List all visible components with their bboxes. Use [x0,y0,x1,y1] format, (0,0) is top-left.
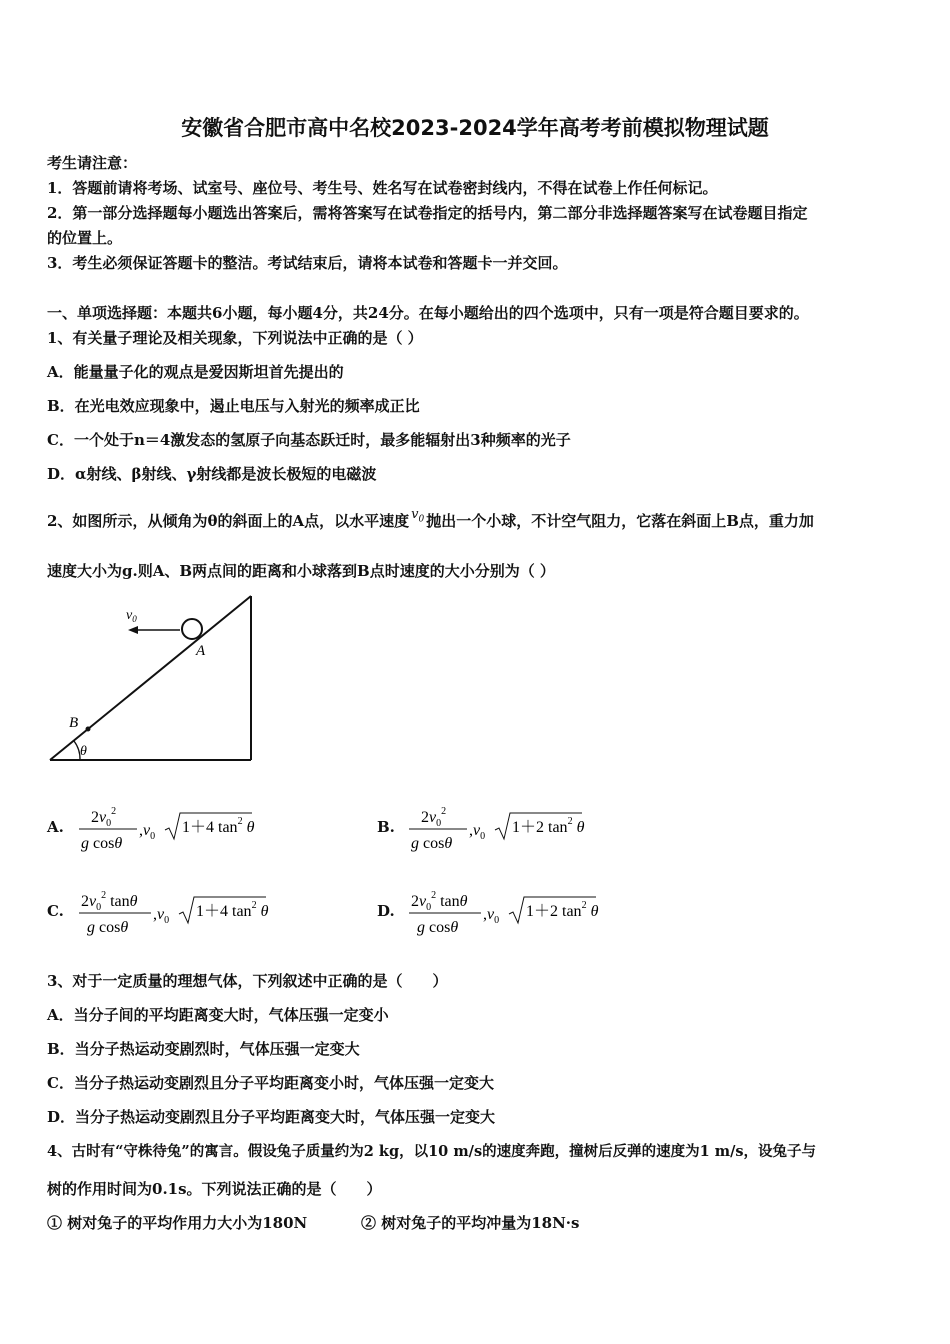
notice-item: 2．第一部分选择题每小题选出答案后，需将答案写在试卷指定的括号内，第二部分非选择题答案写在试卷题目指定 [47,204,808,222]
statement-1: ① 树对兔子的平均作用力大小为180N [47,1214,308,1232]
question-stem: 树的作用时间为0.1s。下列说法正确的是（ ） [47,1180,382,1198]
v0-symbol: $v_0$ [411,507,425,525]
option-c: C．当分子热运动变剧烈且分子平均距离变小时，气体压强一定变大 [47,1074,494,1092]
question-stem: 4、古时有“守株待兔”的寓言。假设兔子质量约为2 kg，以10 m/s的速度奔跑，撞树后反弹的速度为1 m/s，设兔子与 [47,1143,817,1160]
option-c: C．一个处于n＝4激发态的氢原子向基态跃迁时，最多能辐射出3种频率的光子 [47,431,571,449]
svg-text:,v0: $,v_0$ [139,822,156,842]
option-d: D．α射线、β射线、γ射线都是波长极短的电磁波 [47,465,377,483]
svg-text:1＋4 tan2 θ: 1＋4 $\tan^2 \theta$ [196,900,269,920]
option-label: C. [47,902,64,920]
svg-text:2v02 tanθ: $2v_0^2$ tanθ [81,890,138,913]
label-theta: θ [80,744,87,759]
stem-part: 抛出一个小球，不计空气阻力，它落在斜面上B点，重力加 [426,512,814,530]
option-b: B．当分子热运动变剧烈时，气体压强一定变大 [47,1040,360,1058]
section-heading: 一、单项选择题：本题共6小题，每小题4分，共24分。在每小题给出的四个选项中，只有一项是符合题目要求的。 [47,304,809,322]
svg-text:1＋2 tan2 θ: 1＋2 $\tan^2 \theta$ [512,816,585,836]
svg-text:g cosθ: g cosθ [411,835,453,852]
svg-text:,v0: $,v_0$ [483,906,500,926]
question-stem: 3、对于一定质量的理想气体，下列叙述中正确的是（ ） [47,972,448,990]
label-a: A [196,643,206,659]
option-d: D．当分子热运动变剧烈且分子平均距离变大时，气体压强一定变大 [47,1108,496,1126]
svg-text:1＋2 tan2 θ: 1＋2 $\tan^2 \theta$ [526,900,599,920]
statement-2: ② 树对兔子的平均冲量为18N·s [361,1214,580,1232]
question-stem: 1、有关量子理论及相关现象，下列说法中正确的是（ ） [47,329,423,347]
svg-text:,v0: $,v_0$ [469,822,486,842]
incline-figure [46,592,258,767]
label-b: B [69,715,79,731]
notice-item: 1．答题前请将考场、试室号、座位号、考生号、姓名写在试卷密封线内，不得在试卷上作任何标记。 [47,179,718,197]
option-label: A. [47,818,64,836]
svg-text:2v02: $2v_0^2$ [91,806,117,829]
notice-item: 3．考生必须保证答题卡的整洁。考试结束后，请将本试卷和答题卡一并交回。 [47,254,568,272]
notice-item: 的位置上。 [47,229,123,247]
svg-text:g cosθ: g cosθ [417,919,459,936]
question-stem [47,507,814,533]
option-label: D. [377,902,395,920]
svg-text:g cosθ: g cosθ [81,835,123,852]
svg-text:,v0: $,v_0$ [153,906,170,926]
notice-heading: 考生请注意： [47,154,138,172]
stem-part: 2、如图所示，从倾角为θ的斜面上的A点，以水平速度 [47,512,410,530]
svg-text:1＋4 tan2 θ: 1＋4 $\tan^2 \theta$ [182,816,255,836]
label-v0: $v_0$ [126,608,137,624]
option-a: A．能量量子化的观点是爱因斯坦首先提出的 [47,363,344,381]
svg-text:g cosθ: g cosθ [87,919,129,936]
option-b: B．在光电效应现象中，遏止电压与入射光的频率成正比 [47,397,420,415]
question-stem: 速度大小为g.则A、B两点间的距离和小球落到B点时速度的大小分别为（ ） [47,562,555,580]
option-a: A．当分子间的平均距离变大时，气体压强一定变小 [47,1006,389,1024]
document-title: 安徽省合肥市高中名校2023-2024学年高考考前模拟物理试题 [181,116,769,140]
option-label: B. [377,818,395,836]
svg-text:2v02: $2v_0^2$ [421,806,447,829]
svg-text:2v02 tanθ: $2v_0^2$ tanθ [411,890,468,913]
